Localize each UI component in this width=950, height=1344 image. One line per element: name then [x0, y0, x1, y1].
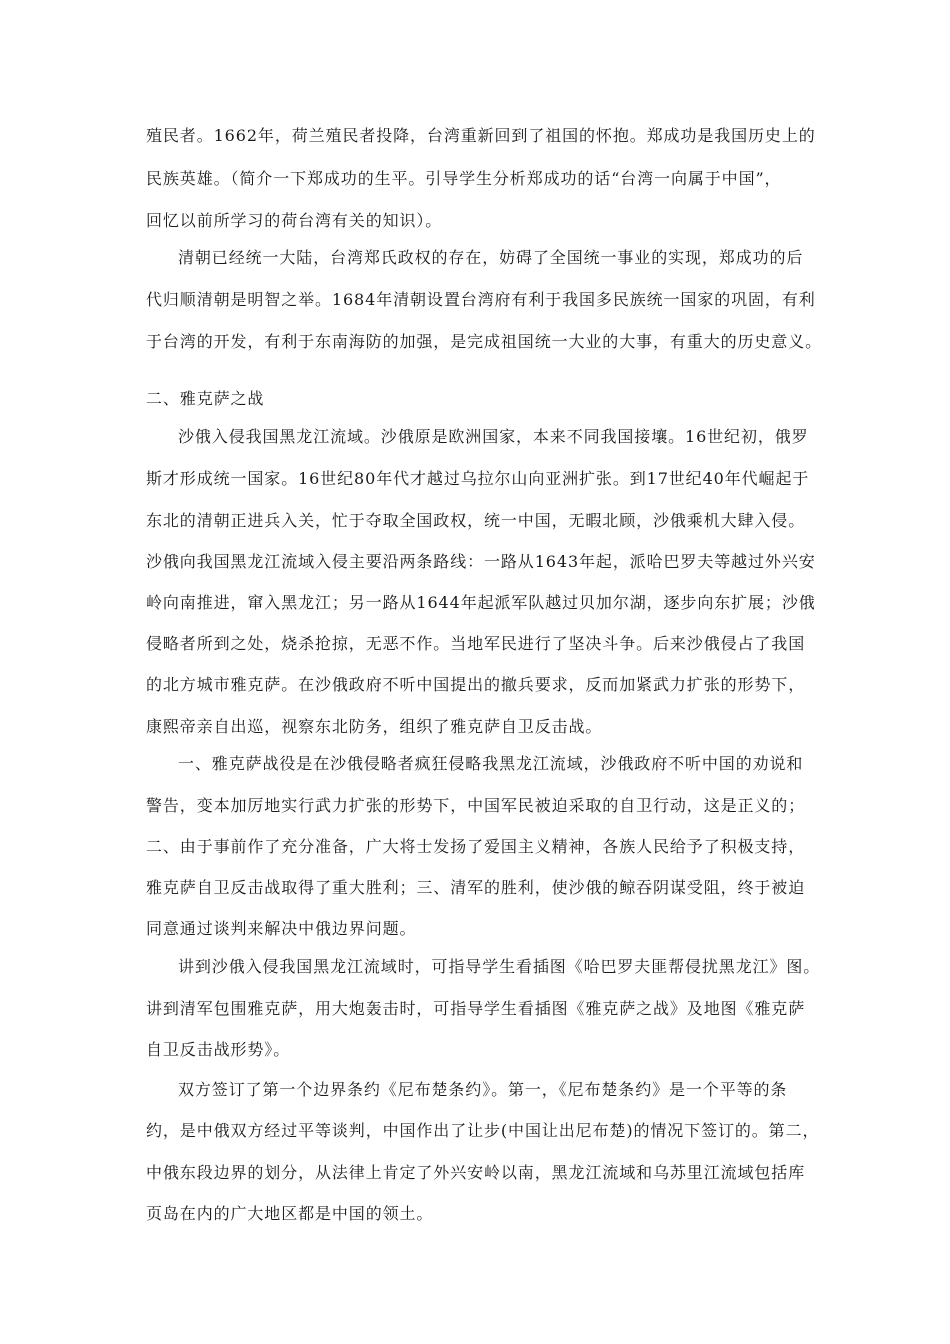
- paragraph-3-line-4: 沙俄向我国黑龙江流域入侵主要沿两条路线：一路从1643年起，派哈巴罗夫等越过外兴安: [146, 552, 816, 571]
- paragraph-1-line-3: 回忆以前所学习的荷台湾有关的知识）。: [146, 211, 443, 230]
- paragraph-6-line-4: 页岛在内的广大地区都是中国的领土。: [146, 1204, 434, 1223]
- paragraph-4-line-2: 警告，变本加厉地实行武力扩张的形势下，中国军民被迫采取的自卫行动，这是正义的；: [146, 796, 806, 815]
- paragraph-6-line-3: 中俄东段边界的划分，从法律上肯定了外兴安岭以南，黑龙江流域和乌苏里江流域包括库: [146, 1163, 806, 1182]
- section-heading: 二、雅克萨之战: [146, 389, 265, 408]
- paragraph-6-line-1: 双方签订了第一个边界条约《尼布楚条约》。第一，《尼布楚条约》是一个平等的条: [178, 1080, 788, 1099]
- paragraph-2-line-1: 清朝已经统一大陆，台湾郑氏政权的存在，妨碍了全国统一事业的实现，郑成功的后: [178, 248, 804, 267]
- paragraph-6-line-2: 约，是中俄双方经过平等谈判，中国作出了让步(中国让出尼布楚)的情况下签订的。第二，: [146, 1121, 820, 1140]
- paragraph-3-line-2: 斯才形成统一国家。16世纪80年代才越过乌拉尔山向亚洲扩张。到17世纪40年代崛起于: [146, 469, 810, 488]
- paragraph-3-line-7: 的北方城市雅克萨。在沙俄政府不听中国提出的撤兵要求，反而加紧武力扩张的形势下，: [146, 675, 806, 694]
- paragraph-2-line-2: 代归顺清朝是明智之举。1684年清朝设置台湾府有利于我国多民族统一国家的巩固，有利: [146, 290, 816, 309]
- paragraph-5-line-3: 自卫反击战形势》。: [146, 1040, 291, 1059]
- paragraph-3-line-6: 侵略者所到之处，烧杀抢掠，无恶不作。当地军民进行了坚决斗争。后来沙俄侵占了我国: [146, 634, 806, 653]
- paragraph-3-line-8: 康熙帝亲自出巡，视察东北防务，组织了雅克萨自卫反击战。: [146, 717, 603, 736]
- paragraph-4-line-1: 一、雅克萨战役是在沙俄侵略者疯狂侵略我黑龙江流域，沙俄政府不听中国的劝说和: [178, 754, 804, 773]
- paragraph-4-line-4: 雅克萨自卫反击战取得了重大胜利；三、清军的胜利，使沙俄的鲸吞阴谋受阻，终于被迫: [146, 878, 806, 897]
- paragraph-4-line-5: 同意通过谈判来解决中俄边界问题。: [146, 919, 417, 938]
- paragraph-5-line-2: 讲到清军包围雅克萨，用大炮轰击时，可指导学生看插图《雅克萨之战》及地图《雅克萨: [146, 999, 806, 1018]
- paragraph-1-line-1: 殖民者。1662年，荷兰殖民者投降，台湾重新回到了祖国的怀抱。郑成功是我国历史上的: [146, 126, 816, 145]
- paragraph-3-line-1: 沙俄入侵我国黑龙江流域。沙俄原是欧洲国家，本来不同我国接壤。16世纪初，俄罗: [178, 427, 809, 446]
- paragraph-3-line-5: 岭向南推进，窜入黑龙江；另一路从1644年起派军队越过贝加尔湖，逐步向东扩展；沙俄: [146, 593, 816, 612]
- paragraph-1-line-2: 民族英雄。（简介一下郑成功的生平。引导学生分析郑成功的话“台湾一向属于中国”，: [146, 169, 782, 188]
- paragraph-5-line-1: 讲到沙俄入侵我国黑龙江流域时，可指导学生看插图《哈巴罗夫匪帮侵扰黑龙江》图。: [178, 957, 821, 976]
- paragraph-3-line-3: 东北的清朝正进兵入关，忙于夺取全国政权，统一中国，无暇北顾，沙俄乘机大肆入侵。: [146, 511, 806, 530]
- paragraph-2-line-3: 于台湾的开发，有利于东南海防的加强，是完成祖国统一大业的大事，有重大的历史意义。: [146, 332, 823, 351]
- paragraph-4-line-3: 二、由于事前作了充分准备，广大将士发扬了爱国主义精神，各族人民给予了积极支持，: [146, 837, 806, 856]
